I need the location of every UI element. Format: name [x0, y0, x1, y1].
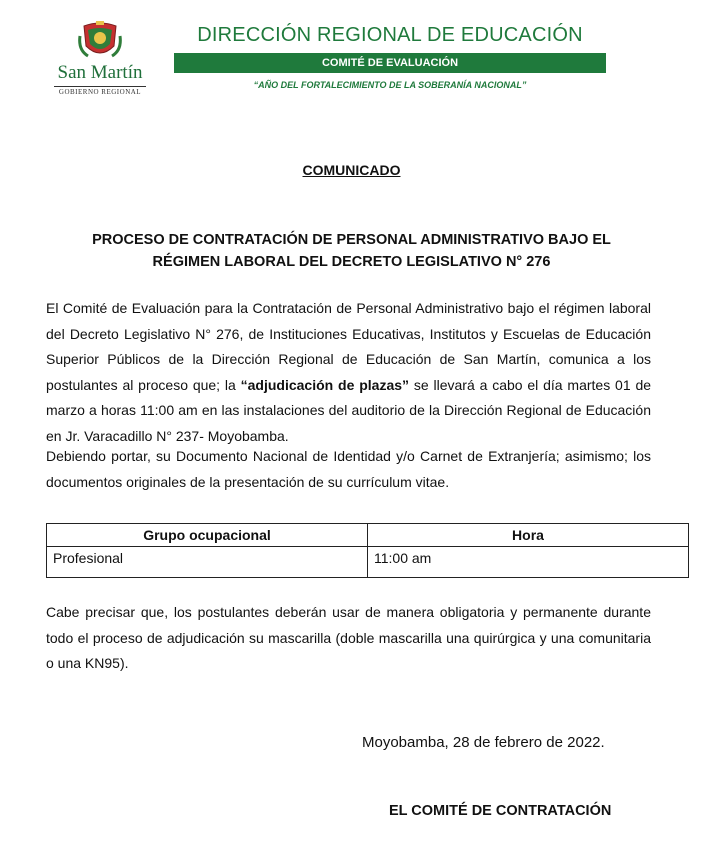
subject-line-2: RÉGIMEN LABORAL DEL DECRETO LEGISLATIVO N° 276: [152, 254, 551, 270]
table-row: [47, 547, 689, 578]
schedule-table: [46, 523, 689, 578]
subject-line-1: PROCESO DE CONTRATACIÓN DE PERSONAL ADMINISTRATIVO BAJO EL: [92, 232, 611, 248]
column-header-time: Hora: [368, 524, 689, 547]
paragraph-1-text: El Comité de Evaluación para la Contratación de Personal Administrativo bajo el régimen laboral del Decreto Legislativo N° 276, de Instituciones Educativas, Institutos y Escuelas de Educación Superior Públicos de la Dirección Regional de Educación de San Martín, comunica a los postulantes al proceso que; la: [46, 300, 651, 393]
document-subject: [40, 229, 663, 273]
year-motto: “AÑO DEL FORTALECIMIENTO DE LA SOBERANÍA NACIONAL”: [253, 80, 527, 90]
document-heading: COMUNICADO: [302, 162, 401, 178]
paragraph-requirements: Debiendo portar, su Documento Nacional de Identidad y/o Carnet de Extranjería; asimismo; los documentos originales de la presentación de su currículum vitae.: [46, 448, 651, 490]
paragraph-mask-requirement: Cabe precisar que, los postulantes deberán usar de manera obligatoria y permanente durante todo el proceso de adjudicación su mascarilla (doble mascarilla una quirúrgica y una comunitaria o una KN95).: [46, 604, 651, 672]
header-title: DIRECCIÓN REGIONAL DE EDUCACIÓN: [197, 24, 583, 46]
logo-name: San Martín: [57, 62, 143, 83]
logo-subtitle: GOBIERNO REGIONAL: [54, 86, 146, 96]
document-date: Moyobamba, 28 de febrero de 2022.: [362, 734, 605, 751]
paragraph-1-text-end: se llevará a cabo el día martes 01 de marzo a horas 11:00 am en las instalaciones del auditorio de la Dirección Regional de Educación en Jr. Varacadillo N° 237- Moyobamba.: [46, 376, 652, 444]
column-header-group: Grupo ocupacional: [47, 524, 368, 547]
table-header-row: [47, 524, 689, 547]
cell-time: 11:00 am: [368, 547, 689, 578]
cell-group: Profesional: [47, 547, 368, 578]
san-martin-logo: [48, 20, 152, 98]
paragraph-announcement: [46, 296, 651, 450]
committee-banner: COMITÉ DE EVALUACIÓN: [174, 53, 606, 73]
signature-line: EL COMITÉ DE CONTRATACIÓN: [389, 803, 612, 819]
coat-of-arms-icon: [78, 20, 122, 62]
paragraph-1-emphasis: “adjudicación de plazas”: [240, 376, 410, 393]
